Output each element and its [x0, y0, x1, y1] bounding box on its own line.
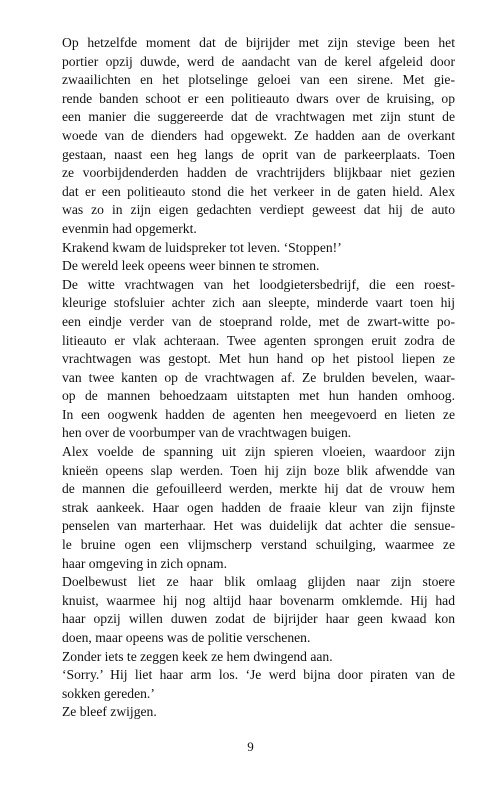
paragraph	[48, 276, 455, 443]
text-line: De wereld leek opeens weer binnen te stromen.	[62, 258, 320, 274]
text-line: doen, maar opeens was de politie verschenen.	[62, 630, 311, 645]
text-line: Krakend kwam de luidspreker tot leven. ‘Stoppen!’	[62, 239, 342, 255]
text-line: ‘Sorry.’ Hij liet haar arm los. ‘Je werd bijna door piraten van de	[62, 667, 455, 683]
text-line: strak aankeek. Haar ogen hadden de fraaie kleur van zijn fijnste	[62, 499, 455, 515]
paragraph	[48, 573, 455, 647]
text-line: van twee kanten op de vrachtwagen af. Ze brulden bevelen, waar-	[62, 369, 455, 385]
text-line: knieën opeens slap werden. Toen hij zijn boze blik afwendde van	[62, 462, 455, 478]
text-line: rende banden schoot er een politieauto dwars over de kruising, op	[62, 90, 455, 106]
text-line: litieauto er vlak achteraan. Twee agenten sprongen eruit zodra de	[62, 332, 455, 348]
text-line: op de mannen behoedzaam uitstapten met hun handen omhoog.	[62, 388, 455, 404]
text-line: De witte vrachtwagen van het loodgietersbedrijf, die een roest-	[62, 276, 455, 292]
page-number: 9	[247, 739, 254, 754]
text-line: woede van de dienders had opgewekt. Ze hadden aan de overkant	[62, 127, 455, 143]
text-line: knuist, waarmee hij nog altijd haar bovenarm omklemde. Hij had	[62, 592, 455, 608]
text-line: gestaan, naast een heg langs de oprit van de parkeerplaats. Toen	[62, 146, 455, 162]
text-line: vrachtwagen was gestopt. Met hun hand op het pistool liepen ze	[62, 351, 455, 367]
text-line: hen over de voorbumper van de vrachtwagen buigen.	[62, 425, 352, 441]
text-line: Ze bleef zwijgen.	[62, 704, 157, 720]
paragraph	[48, 648, 455, 667]
text-line: de mannen die gefouilleerd werden, merkte hij dat de vrouw hem	[62, 481, 455, 497]
text-line: ze voorbijdenderden hadden de vrachtrijders blijkbaar niet gezien	[62, 165, 455, 181]
paragraph	[48, 239, 455, 258]
paragraph	[48, 257, 455, 276]
paragraph	[48, 666, 455, 703]
text-line: Doelbewust liet ze haar blik omlaag glijden naar zijn stoere	[62, 574, 455, 590]
text-line: dat er een politieauto stond die het verkeer in de gaten hield. Alex	[62, 183, 455, 199]
text-line: Zonder iets te zeggen keek ze hem dwingend aan.	[62, 648, 333, 664]
text-line: portier opzij duwde, werd de aandacht van de kerel afgeleid door	[62, 53, 455, 69]
text-line: haar opzij willen duwen zodat de bijrijder haar geen kwaad kon	[62, 611, 455, 627]
text-line: In een oogwenk hadden de agenten hen meegevoerd en lieten ze	[62, 406, 455, 422]
text-line: kleurige stofsluier achter zich aan sleepte, minderde vaart toen hij	[62, 295, 455, 311]
text-line: haar omgeving in zich opnam.	[62, 555, 227, 571]
text-line: Alex voelde de spanning uit zijn spieren vloeien, waardoor zijn	[62, 444, 455, 460]
text-line: een eindje verder van de stoeprand rolde, met de zwart-witte po-	[62, 313, 455, 329]
text-line: evenmin had opgemerkt.	[62, 220, 197, 236]
text-line: zwaailichten en het plotselinge geloei van een sirene. Met gie-	[62, 72, 455, 88]
body-text	[48, 34, 455, 722]
paragraph	[48, 443, 455, 573]
text-line: le bruine ogen een vlijmscherp verstand schuilging, waarmee ze	[62, 537, 455, 553]
paragraph	[48, 703, 455, 722]
text-line: was zo in zijn eigen gedachten verdiept geweest dat hij de auto	[62, 202, 455, 218]
text-line: sokken gereden.’	[62, 685, 155, 701]
text-line: een manier die suggereerde dat de vrachtwagen met zijn stunt de	[62, 109, 455, 125]
text-line: Op hetzelfde moment dat de bijrijder met zijn stevige been het	[62, 35, 455, 50]
text-line: penselen van marterhaar. Het was duidelijk dat achter die sensue-	[62, 518, 455, 534]
paragraph	[48, 34, 455, 239]
